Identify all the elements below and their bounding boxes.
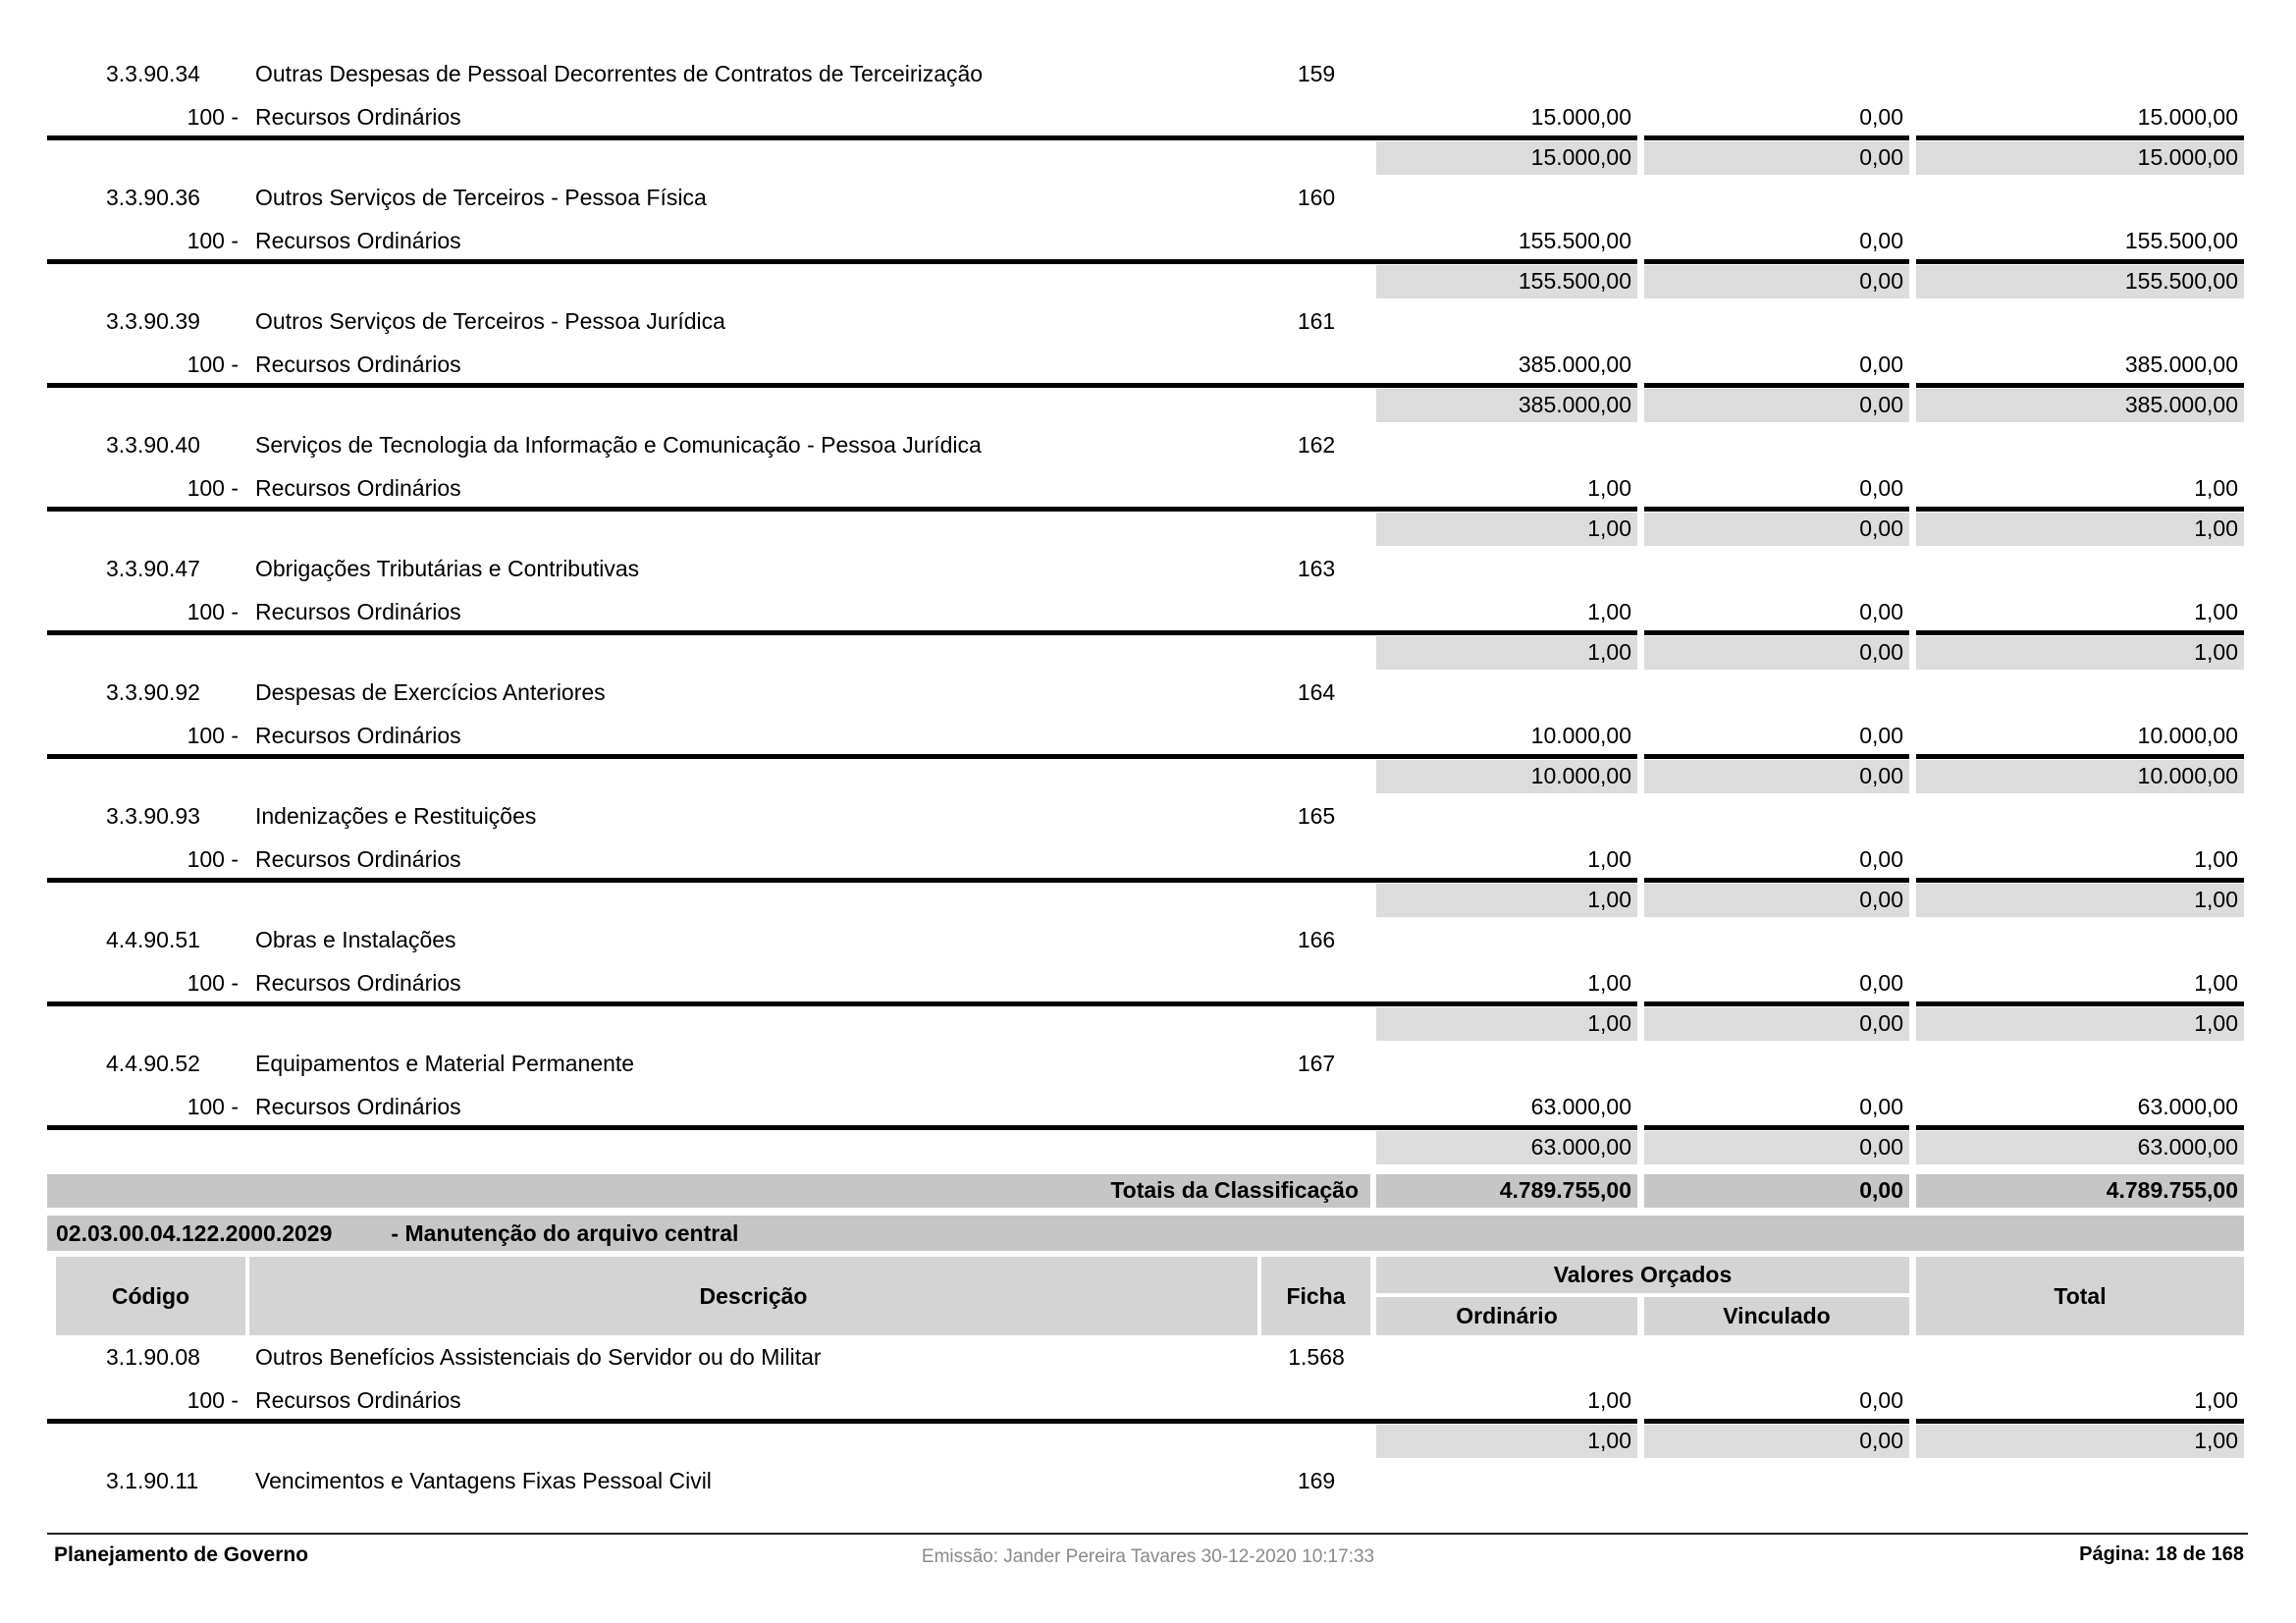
subtotal-vinculado-value: 0,00 bbox=[1644, 636, 1909, 670]
source-name: Recursos Ordinários bbox=[255, 723, 461, 748]
header-ficha: Ficha bbox=[1261, 1257, 1370, 1335]
expense-code: 3.3.90.36 bbox=[106, 185, 200, 210]
ordinario-value: 1,00 bbox=[1587, 970, 1631, 996]
total-value: 1,00 bbox=[2194, 599, 2238, 624]
source-name: Recursos Ordinários bbox=[255, 104, 461, 130]
ficha-number: 1.568 bbox=[1288, 1344, 1345, 1370]
item-subtotal-row bbox=[47, 760, 2244, 793]
classification-items-list bbox=[47, 61, 2244, 1164]
ficha-number: 169 bbox=[1297, 1468, 1336, 1493]
ordinario-value: 155.500,00 bbox=[1518, 228, 1631, 253]
expense-code: 4.4.90.52 bbox=[106, 1051, 200, 1076]
classification-totals-vinculado: 0,00 bbox=[1644, 1174, 1909, 1208]
expense-description: Equipamentos e Material Permanente bbox=[255, 1051, 635, 1076]
subtotal-ordinario-value: 15.000,00 bbox=[1376, 141, 1637, 175]
program-section-bar bbox=[47, 1216, 2244, 1251]
subtotal-total-value: 385.000,00 bbox=[1916, 389, 2244, 422]
subtotal-total-value: 1,00 bbox=[1916, 884, 2244, 917]
total-value: 155.500,00 bbox=[2124, 228, 2238, 253]
expense-code: 3.1.90.11 bbox=[106, 1468, 199, 1493]
subtotal-total-value: 1,00 bbox=[1916, 1425, 2244, 1458]
source-name: Recursos Ordinários bbox=[255, 228, 461, 253]
total-value: 63.000,00 bbox=[2137, 1094, 2238, 1119]
ordinario-value: 385.000,00 bbox=[1518, 352, 1631, 377]
footer-system-name: Planejamento de Governo bbox=[54, 1543, 309, 1566]
expense-description: Indenizações e Restituições bbox=[255, 803, 537, 829]
budget-item-row bbox=[47, 927, 2244, 970]
budget-item-block bbox=[47, 803, 2244, 917]
expense-description: Despesas de Exercícios Anteriores bbox=[255, 679, 606, 705]
subtotal-ordinario-value: 1,00 bbox=[1376, 884, 1637, 917]
ordinario-value: 1,00 bbox=[1587, 475, 1631, 501]
resource-source-row bbox=[47, 723, 2244, 752]
source-code: 100 - bbox=[187, 475, 239, 501]
footer-emission-info: Emissão: Jander Pereira Tavares 30-12-2020 10:17:33 bbox=[921, 1546, 1375, 1567]
source-code: 100 - bbox=[187, 970, 239, 996]
header-descricao: Descrição bbox=[249, 1257, 1257, 1335]
vinculado-value: 0,00 bbox=[1859, 970, 1903, 996]
classification-totals-total: 4.789.755,00 bbox=[1916, 1174, 2244, 1208]
subtotal-vinculado-value: 0,00 bbox=[1644, 513, 1909, 546]
item-divider-rule bbox=[47, 259, 2244, 264]
item-divider-rule bbox=[47, 630, 2244, 635]
total-value: 1,00 bbox=[2194, 1387, 2238, 1413]
expense-code: 4.4.90.51 bbox=[106, 927, 200, 952]
resource-source-row bbox=[47, 846, 2244, 876]
ordinario-value: 1,00 bbox=[1587, 599, 1631, 624]
ordinario-value: 15.000,00 bbox=[1530, 104, 1631, 130]
classification-totals-row bbox=[47, 1174, 2244, 1208]
budget-item-block bbox=[47, 556, 2244, 670]
source-code: 100 - bbox=[187, 228, 239, 253]
program-title: - Manutenção do arquivo central bbox=[391, 1219, 739, 1246]
source-name: Recursos Ordinários bbox=[255, 1387, 461, 1413]
ficha-number: 159 bbox=[1297, 61, 1336, 86]
item-subtotal-row bbox=[47, 1131, 2244, 1164]
source-code: 100 - bbox=[187, 599, 239, 624]
source-name: Recursos Ordinários bbox=[255, 846, 461, 872]
resource-source-row bbox=[47, 970, 2244, 1000]
ficha-number: 166 bbox=[1297, 927, 1336, 952]
subtotal-total-value: 1,00 bbox=[1916, 636, 2244, 670]
budget-item-block bbox=[47, 185, 2244, 298]
subtotal-vinculado-value: 0,00 bbox=[1644, 1425, 1909, 1458]
item-divider-rule bbox=[47, 1419, 2244, 1424]
vinculado-value: 0,00 bbox=[1859, 599, 1903, 624]
budget-item-row bbox=[47, 308, 2244, 352]
budget-item-block bbox=[47, 1468, 2244, 1511]
total-value: 15.000,00 bbox=[2137, 104, 2238, 130]
resource-source-row bbox=[47, 475, 2244, 505]
ordinario-value: 1,00 bbox=[1587, 846, 1631, 872]
ficha-number: 167 bbox=[1297, 1051, 1336, 1076]
budget-item-row bbox=[47, 432, 2244, 475]
budget-item-block bbox=[47, 679, 2244, 793]
item-subtotal-row bbox=[47, 636, 2244, 670]
source-code: 100 - bbox=[187, 723, 239, 748]
subtotal-total-value: 63.000,00 bbox=[1916, 1131, 2244, 1164]
subtotal-vinculado-value: 0,00 bbox=[1644, 141, 1909, 175]
subtotal-ordinario-value: 10.000,00 bbox=[1376, 760, 1637, 793]
budget-item-block bbox=[47, 308, 2244, 422]
source-code: 100 - bbox=[187, 352, 239, 377]
ficha-number: 162 bbox=[1297, 432, 1336, 458]
vinculado-value: 0,00 bbox=[1859, 228, 1903, 253]
total-value: 1,00 bbox=[2194, 970, 2238, 996]
vinculado-value: 0,00 bbox=[1859, 475, 1903, 501]
budget-item-row bbox=[47, 1468, 2244, 1511]
footer-divider bbox=[47, 1533, 2248, 1535]
item-subtotal-row bbox=[47, 141, 2244, 175]
ordinario-value: 10.000,00 bbox=[1530, 723, 1631, 748]
item-divider-rule bbox=[47, 754, 2244, 759]
resource-source-row bbox=[47, 104, 2244, 134]
item-divider-rule bbox=[47, 507, 2244, 512]
source-name: Recursos Ordinários bbox=[255, 1094, 461, 1119]
expense-description: Outras Despesas de Pessoal Decorrentes de Contratos de Terceirização bbox=[255, 61, 984, 86]
expense-code: 3.3.90.34 bbox=[106, 61, 200, 86]
item-divider-rule bbox=[47, 1001, 2244, 1006]
total-value: 1,00 bbox=[2194, 846, 2238, 872]
vinculado-value: 0,00 bbox=[1859, 1387, 1903, 1413]
expense-description: Obras e Instalações bbox=[255, 927, 456, 952]
budget-item-block bbox=[47, 927, 2244, 1041]
expense-code: 3.3.90.93 bbox=[106, 803, 200, 829]
ordinario-value: 1,00 bbox=[1587, 1387, 1631, 1413]
program-items-list bbox=[47, 1344, 2244, 1511]
subtotal-vinculado-value: 0,00 bbox=[1644, 1007, 1909, 1041]
subtotal-total-value: 15.000,00 bbox=[1916, 141, 2244, 175]
subtotal-total-value: 1,00 bbox=[1916, 513, 2244, 546]
subtotal-vinculado-value: 0,00 bbox=[1644, 265, 1909, 298]
budget-item-block bbox=[47, 61, 2244, 175]
expense-description: Outros Serviços de Terceiros - Pessoa Física bbox=[255, 185, 707, 210]
program-code: 02.03.00.04.122.2000.2029 bbox=[56, 1219, 333, 1246]
source-name: Recursos Ordinários bbox=[255, 599, 461, 624]
header-total: Total bbox=[1916, 1257, 2244, 1335]
vinculado-value: 0,00 bbox=[1859, 104, 1903, 130]
subtotal-total-value: 155.500,00 bbox=[1916, 265, 2244, 298]
expense-code: 3.1.90.08 bbox=[106, 1344, 200, 1370]
expense-code: 3.3.90.47 bbox=[106, 556, 200, 581]
subtotal-total-value: 10.000,00 bbox=[1916, 760, 2244, 793]
subtotal-ordinario-value: 1,00 bbox=[1376, 513, 1637, 546]
source-code: 100 - bbox=[187, 1387, 239, 1413]
expense-description: Vencimentos e Vantagens Fixas Pessoal Civil bbox=[255, 1468, 712, 1493]
item-divider-rule bbox=[47, 878, 2244, 883]
source-name: Recursos Ordinários bbox=[255, 352, 461, 377]
item-divider-rule bbox=[47, 383, 2244, 388]
ficha-number: 165 bbox=[1297, 803, 1336, 829]
budget-item-row bbox=[47, 185, 2244, 228]
budget-item-row bbox=[47, 679, 2244, 723]
item-subtotal-row bbox=[47, 884, 2244, 917]
resource-source-row bbox=[47, 1094, 2244, 1123]
table-header bbox=[47, 1257, 2244, 1335]
total-value: 1,00 bbox=[2194, 475, 2238, 501]
budget-item-block bbox=[47, 1051, 2244, 1164]
ficha-number: 160 bbox=[1297, 185, 1336, 210]
budget-item-block bbox=[47, 432, 2244, 546]
item-subtotal-row bbox=[47, 265, 2244, 298]
item-subtotal-row bbox=[47, 1007, 2244, 1041]
budget-item-row bbox=[47, 556, 2244, 599]
budget-item-row bbox=[47, 803, 2244, 846]
expense-description: Serviços de Tecnologia da Informação e Comunicação - Pessoa Jurídica bbox=[255, 432, 982, 458]
subtotal-ordinario-value: 63.000,00 bbox=[1376, 1131, 1637, 1164]
budget-item-row bbox=[47, 1344, 2244, 1387]
budget-item-block bbox=[47, 1344, 2244, 1458]
expense-code: 3.3.90.40 bbox=[106, 432, 200, 458]
subtotal-total-value: 1,00 bbox=[1916, 1007, 2244, 1041]
resource-source-row bbox=[47, 228, 2244, 257]
ficha-number: 164 bbox=[1297, 679, 1336, 705]
subtotal-vinculado-value: 0,00 bbox=[1644, 1131, 1909, 1164]
resource-source-row bbox=[47, 352, 2244, 381]
vinculado-value: 0,00 bbox=[1859, 846, 1903, 872]
vinculado-value: 0,00 bbox=[1859, 352, 1903, 377]
expense-description: Outros Benefícios Assistenciais do Servidor ou do Militar bbox=[255, 1344, 822, 1370]
header-ordinario: Ordinário bbox=[1376, 1297, 1637, 1335]
item-subtotal-row bbox=[47, 513, 2244, 546]
item-divider-rule bbox=[47, 135, 2244, 140]
subtotal-ordinario-value: 1,00 bbox=[1376, 1007, 1637, 1041]
ficha-number: 161 bbox=[1297, 308, 1336, 334]
source-name: Recursos Ordinários bbox=[255, 475, 461, 501]
item-subtotal-row bbox=[47, 1425, 2244, 1458]
total-value: 10.000,00 bbox=[2137, 723, 2238, 748]
ficha-number: 163 bbox=[1297, 556, 1336, 581]
resource-source-row bbox=[47, 1387, 2244, 1417]
vinculado-value: 0,00 bbox=[1859, 723, 1903, 748]
header-valores-orcados: Valores Orçados bbox=[1376, 1257, 1909, 1293]
subtotal-ordinario-value: 155.500,00 bbox=[1376, 265, 1637, 298]
subtotal-ordinario-value: 1,00 bbox=[1376, 636, 1637, 670]
vinculado-value: 0,00 bbox=[1859, 1094, 1903, 1119]
footer-page-number: Página: 18 de 168 bbox=[2079, 1543, 2244, 1565]
source-code: 100 - bbox=[187, 104, 239, 130]
total-value: 385.000,00 bbox=[2124, 352, 2238, 377]
source-name: Recursos Ordinários bbox=[255, 970, 461, 996]
budget-item-row bbox=[47, 1051, 2244, 1094]
resource-source-row bbox=[47, 599, 2244, 628]
subtotal-vinculado-value: 0,00 bbox=[1644, 760, 1909, 793]
ordinario-value: 63.000,00 bbox=[1530, 1094, 1631, 1119]
item-subtotal-row bbox=[47, 389, 2244, 422]
expense-code: 3.3.90.39 bbox=[106, 308, 200, 334]
subtotal-vinculado-value: 0,00 bbox=[1644, 884, 1909, 917]
classification-totals-ordinario: 4.789.755,00 bbox=[1376, 1174, 1637, 1208]
source-code: 100 - bbox=[187, 846, 239, 872]
classification-totals-label: Totais da Classificação bbox=[47, 1174, 1370, 1208]
budget-item-row bbox=[47, 61, 2244, 104]
header-vinculado: Vinculado bbox=[1644, 1297, 1909, 1335]
subtotal-ordinario-value: 385.000,00 bbox=[1376, 389, 1637, 422]
item-divider-rule bbox=[47, 1125, 2244, 1130]
subtotal-vinculado-value: 0,00 bbox=[1644, 389, 1909, 422]
expense-code: 3.3.90.92 bbox=[106, 679, 200, 705]
source-code: 100 - bbox=[187, 1094, 239, 1119]
header-codigo: Código bbox=[56, 1257, 245, 1335]
expense-description: Obrigações Tributárias e Contributivas bbox=[255, 556, 640, 581]
expense-description: Outros Serviços de Terceiros - Pessoa Jurídica bbox=[255, 308, 725, 334]
report-content bbox=[47, 0, 2244, 1521]
subtotal-ordinario-value: 1,00 bbox=[1376, 1425, 1637, 1458]
